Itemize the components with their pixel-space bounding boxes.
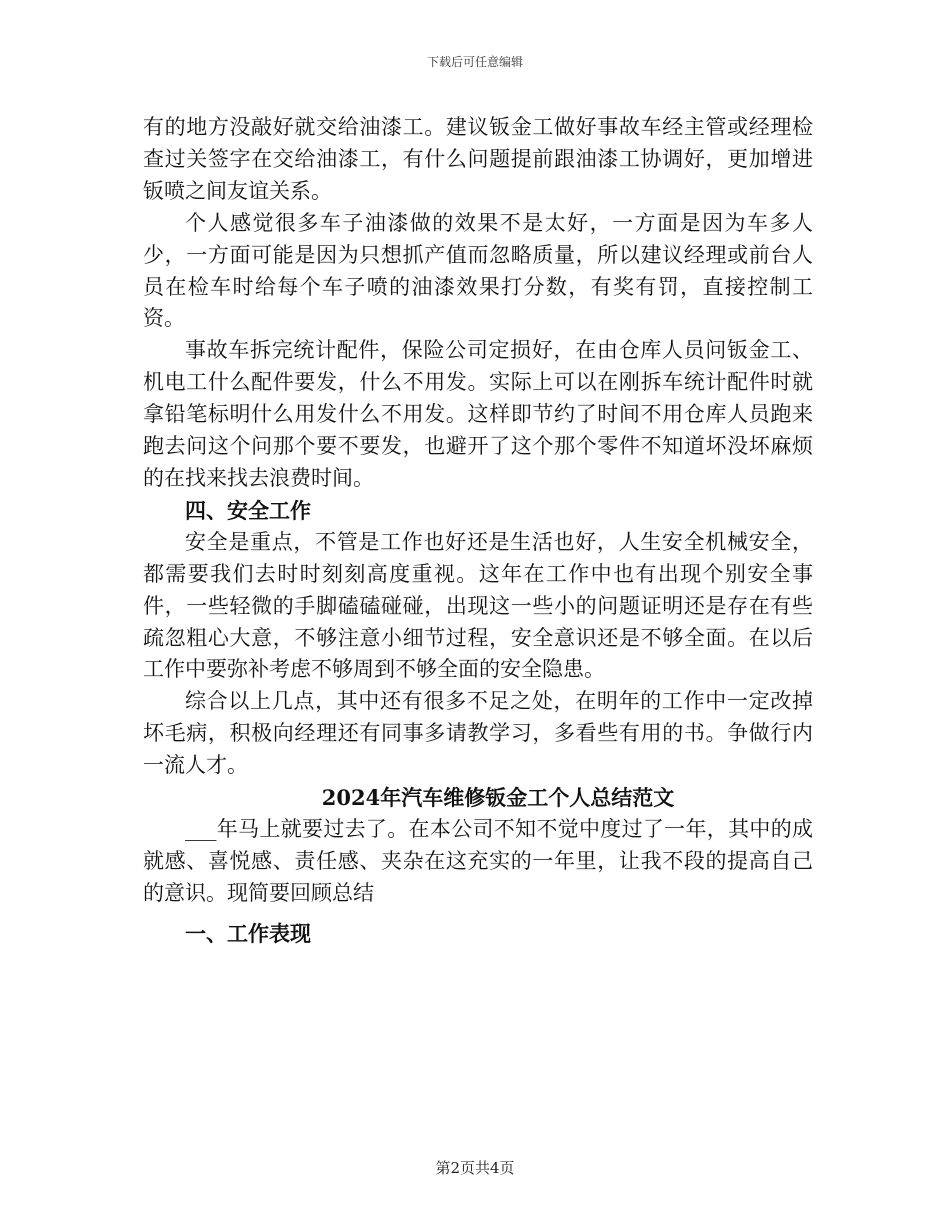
paragraph-3: 事故车拆完统计配件，保险公司定损好，在由仓库人员问钣金工、机电工什么配件要发，什么不用发。实际上可以在刚拆车统计配件时就拿铅笔标明什么用发什么不用发。这样即节约了时间不用仓库人员跑来跑去问这个问那个要不要发，也避开了这个那个零件不知道坏没坏麻烦的在找来找去浪费时间。 (143, 338, 813, 490)
paragraph-6: ___年马上就要过去了。在本公司不知不觉中度过了一年，其中的成就感、喜悦感、责任感、夹杂在这充实的一年里，让我不段的提高自己的意识。现简要回顾总结 (143, 816, 813, 905)
document-body (143, 112, 813, 950)
page-header: 下载后可任意编辑 (426, 55, 523, 69)
section-heading-safety: 四、安全工作 (185, 497, 311, 523)
paragraph-4: 安全是重点，不管是工作也好还是生活也好，人生安全机械安全，都需要我们去时时刻刻高度重视。这年在工作中也有出现个别安全事件，一些轻微的手脚磕磕碰碰，出现这一些小的问题证明还是存在有些疏忽粗心大意，不够注意小细节过程，安全意识还是不够全面。在以后工作中要弥补考虑不够周到不够全面的安全隐患。 (143, 529, 813, 682)
paragraph-5: 综合以上几点，其中还有很多不足之处，在明年的工作中一定改掉坏毛病，积极向经理还有同事多请教学习，多看些有用的书。争做行内一流人才。 (143, 689, 813, 778)
document-title: 2024年汽车维修钣金工个人总结范文 (321, 785, 675, 811)
paragraph-2: 个人感觉很多车子油漆做的效果不是太好，一方面是因为车多人少，一方面可能是因为只想抓产值而忽略质量，所以建议经理或前台人员在检车时给每个车子喷的油漆效果打分数，有奖有罚，直接控制工资。 (143, 210, 813, 331)
page-footer: 第2页共4页 (435, 1159, 515, 1177)
section-heading-performance: 一、工作表现 (185, 920, 311, 946)
paragraph-1: 有的地方没敲好就交给油漆工。建议钣金工做好事故车经主管或经理检查过关签字在交给油漆工，有什么问题提前跟油漆工协调好，更加增进钣喷之间友谊关系。 (143, 115, 813, 203)
